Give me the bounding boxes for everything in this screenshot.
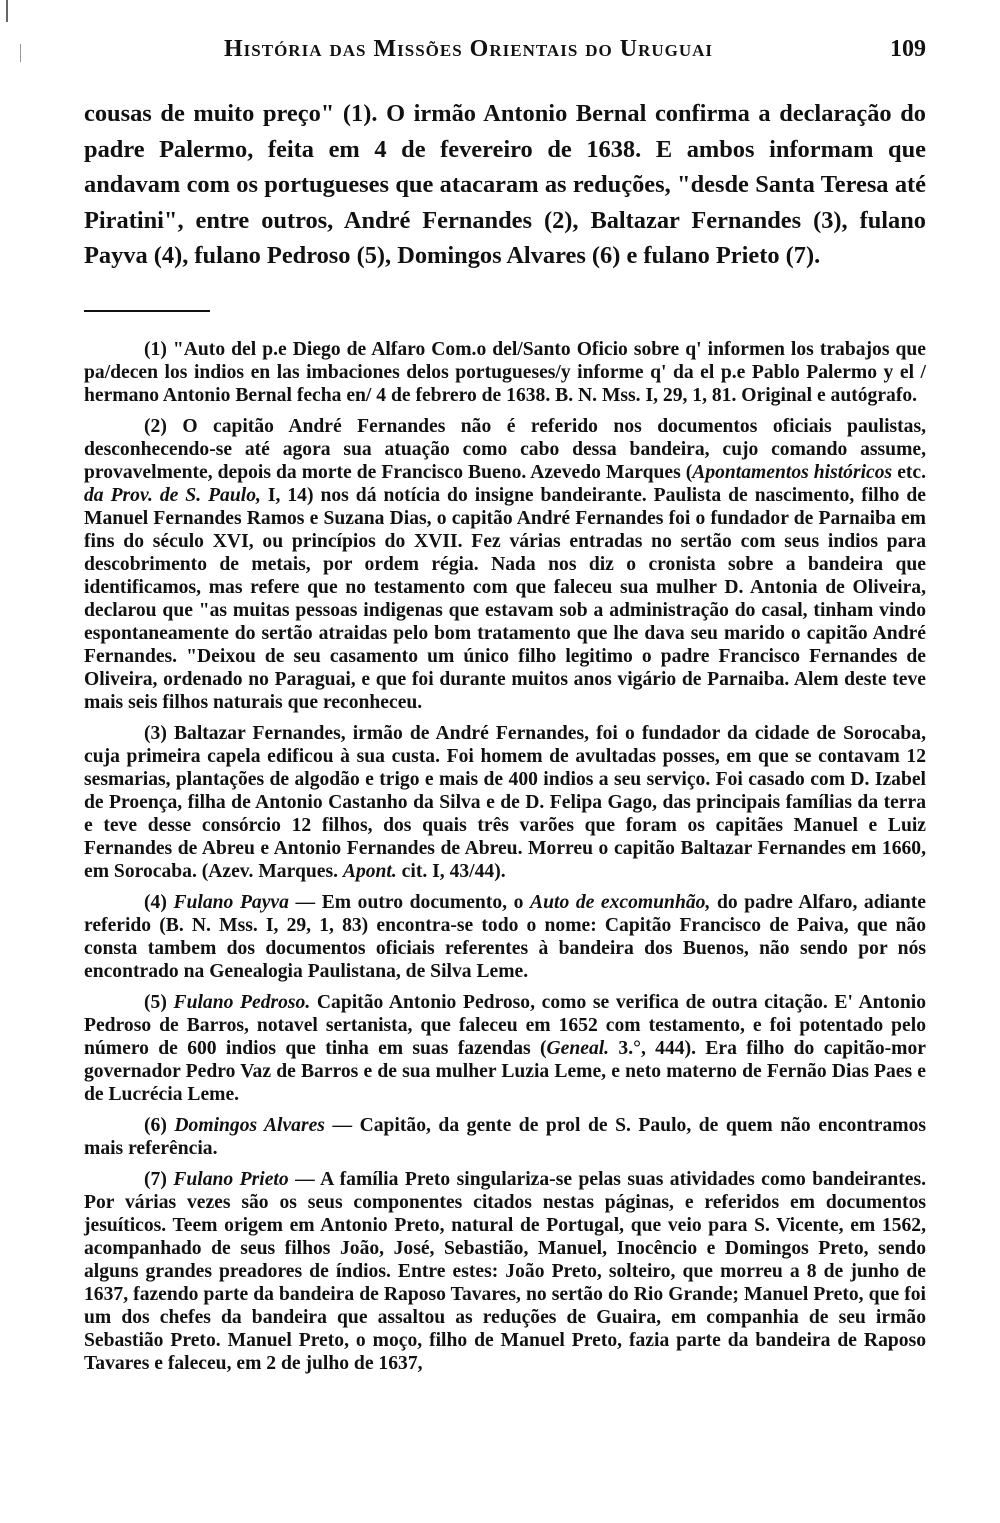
footnote-number: (6) bbox=[144, 1114, 167, 1136]
footnote-italic: Fulano Prieto bbox=[173, 1168, 289, 1190]
footnote-text: 3.°, 444). Era filho do capitão-mor governador Pedro Vaz de Barros e de sua mulher Luzia Leme, e neto materno de Fernão Dias Paes e de Lucrécia Leme. bbox=[84, 1037, 926, 1105]
footnote-separator bbox=[84, 310, 210, 312]
footnote-text: do padre Alfaro, adiante referido (B. N. Mss. I, 29, 1, 83) encontra-se todo o nome: Capitão Francisco de Paiva, que não consta tambem dos documentos oficiais referentes à bandeira dos Buenos, não sendo por nós encontrado na Genealogia Paulistana, de Silva Leme. bbox=[84, 891, 926, 982]
footnote-text: Baltazar Fernandes, irmão de André Fernandes, foi o fundador da cidade de Sorocaba, cuja primeira capela edificou à sua custa. Foi homem de avultadas posses, em que se contavam 12 sesmarias, plantações de algodão e trigo e mais de 400 indios a seu serviço. Foi casado com D. Izabel de Proença, filha de Antonio Castanho da Silva e de D. Felipa Gago, das principais famílias da terra e teve desse consórcio 12 filhos, dos quais três varões que foram os capitães Manuel e Luiz Fernandes de Abreu e Antonio Fernandes de Abreu. Morreu o capitão Baltazar Fernandes em 1660, em Sorocaba. (Azev. Marques. bbox=[84, 722, 926, 882]
body-paragraph: cousas de muito preço" (1). O irmão Antonio Bernal confirma a declaração do padre Palermo, feita em 4 de fevereiro de 1638. E ambos informam que andavam com os portugueses que atacaram as reduções, "desde Santa Teresa até Piratini", entre outros, André Fernandes (2), Baltazar Fernandes (3), fulano Payva (4), fulano Pedroso (5), Domingos Alvares (6) e fulano Prieto (7). bbox=[84, 100, 926, 269]
footnote-italic: Apont. bbox=[342, 860, 397, 882]
footnote-5 bbox=[84, 991, 926, 1106]
main-text bbox=[84, 96, 926, 274]
footnote-2 bbox=[84, 415, 926, 714]
footnote-text: — Em outro documento, o bbox=[288, 891, 531, 913]
footnote-text: cit. I, 43/44). bbox=[396, 860, 506, 882]
footnote-text: etc. bbox=[892, 461, 927, 483]
footnote-3 bbox=[84, 722, 926, 883]
footnote-6 bbox=[84, 1114, 926, 1160]
page-number: 109 bbox=[890, 36, 926, 62]
footnote-text: — Capitão, da gente de prol de S. Paulo, de quem não encontramos mais referência. bbox=[84, 1114, 927, 1159]
footnote-number: (1) bbox=[144, 338, 167, 360]
footnote-text: Capitão Antonio Pedroso, como se verifica de outra citação. E' Antonio Pedroso de Barros, notavel sertanista, que faleceu em 1652 com testamento, e foi potentado pelo número de 600 indios que tinha em suas fazendas ( bbox=[84, 991, 926, 1059]
footnote-italic: Apontamentos históricos bbox=[692, 461, 893, 483]
footnotes bbox=[84, 338, 926, 1375]
footnote-number: (3) bbox=[144, 722, 167, 744]
footnote-7 bbox=[84, 1168, 926, 1375]
footnote-italic: da Prov. de S. Paulo, bbox=[84, 484, 261, 506]
footnote-4 bbox=[84, 891, 926, 983]
page-header bbox=[84, 30, 926, 74]
footnote-text: "Auto del p.e Diego de Alfaro Com.o del/Santo Oficio sobre q' informen los trabajos que pa/decen los indios en las imbaciones delos portugueses/y informe q' da el p.e Pablo Palermo y el / hermano Antonio Bernal fecha en/ 4 de febrero de 1638. B. N. Mss. I, 29, 1, 81. Original e autógrafo. bbox=[84, 338, 926, 406]
footnote-number: (2) bbox=[144, 415, 167, 437]
footnote-number: (4) bbox=[144, 891, 167, 913]
footnote-text bbox=[167, 992, 174, 1013]
running-title: História das Missões Orientais do Uruguai bbox=[224, 36, 714, 62]
scan-edge-marks bbox=[6, 0, 16, 80]
footnote-italic: Auto de excomunhão, bbox=[530, 891, 711, 913]
footnote-italic: Domingos Alvares bbox=[174, 1114, 325, 1136]
footnote-italic: Geneal. bbox=[546, 1037, 610, 1059]
footnote-text: O capitão André Fernandes não é referido nos documentos oficiais paulistas, desconhecendo-se até agora sua atuação como cabo dessa bandeira, cujo comando assume, provavelmente, depois da morte de Francisco Bueno. Azevedo Marques ( bbox=[84, 415, 926, 483]
scan-mark bbox=[20, 44, 21, 62]
scan-mark bbox=[6, 0, 8, 22]
footnote-text: — A família Preto singulariza-se pelas suas atividades como bandeirantes. Por várias vezes são os seus componentes citados nestas páginas, e referidos em documentos jesuíticos. Teem origem em Antonio Preto, natural de Portugal, que veio para S. Vicente, em 1562, acompanhado de seus filhos João, José, Sebastião, Manuel, Inocêncio e Domingos Preto, sendo alguns grandes preadores de índios. Entre estes: João Preto, solteiro, que morreu a 8 de junho de 1637, fazendo parte da bandeira de Raposo Tavares, no sertão do Rio Grande; Manuel Preto, que foi um dos chefes da bandeira que assaltou as reduções de Guaira, em companhia de seu irmão Sebastião Preto. Manuel Preto, o moço, filho de Manuel Preto, fazia parte da bandeira de Raposo Tavares e faleceu, em 2 de julho de 1637, bbox=[84, 1168, 927, 1374]
footnote-italic: Fulano Payva bbox=[173, 891, 289, 913]
footnote-italic: Fulano Pedroso. bbox=[173, 991, 311, 1013]
footnote-number: (7) bbox=[144, 1168, 167, 1190]
footnote-number: (5) bbox=[144, 991, 167, 1013]
book-page bbox=[84, 30, 926, 1383]
footnote-1 bbox=[84, 338, 926, 407]
footnote-text: I, 14) nos dá notícia do insigne bandeirante. Paulista de nascimento, filho de Manuel Fernandes Ramos e Suzana Dias, o capitão André Fernandes foi o fundador de Parnaiba em fins do século XVI, ou princípios do XVII. Fez várias entradas no sertão com seus indios para descobrimento de metais, por ordem régia. Nada nos diz o cronista sobre a bandeira que identificamos, mas refere que no testamento com que faleceu sua mulher D. Antonia de Oliveira, declarou que "as muitas pessoas indigenas que estavam sob a administração do casal, tinham vindo espontaneamente do sertão atraidas pelo bom tratamento que lhe dava seu marido o capitão André Fernandes. "Deixou de seu casamento um único filho legitimo o padre Francisco Fernandes de Oliveira, ordenado no Paraguai, e que foi durante muitos anos vigário de Parnaiba. Alem deste teve mais seis filhos naturais que reconheceu. bbox=[84, 484, 926, 713]
